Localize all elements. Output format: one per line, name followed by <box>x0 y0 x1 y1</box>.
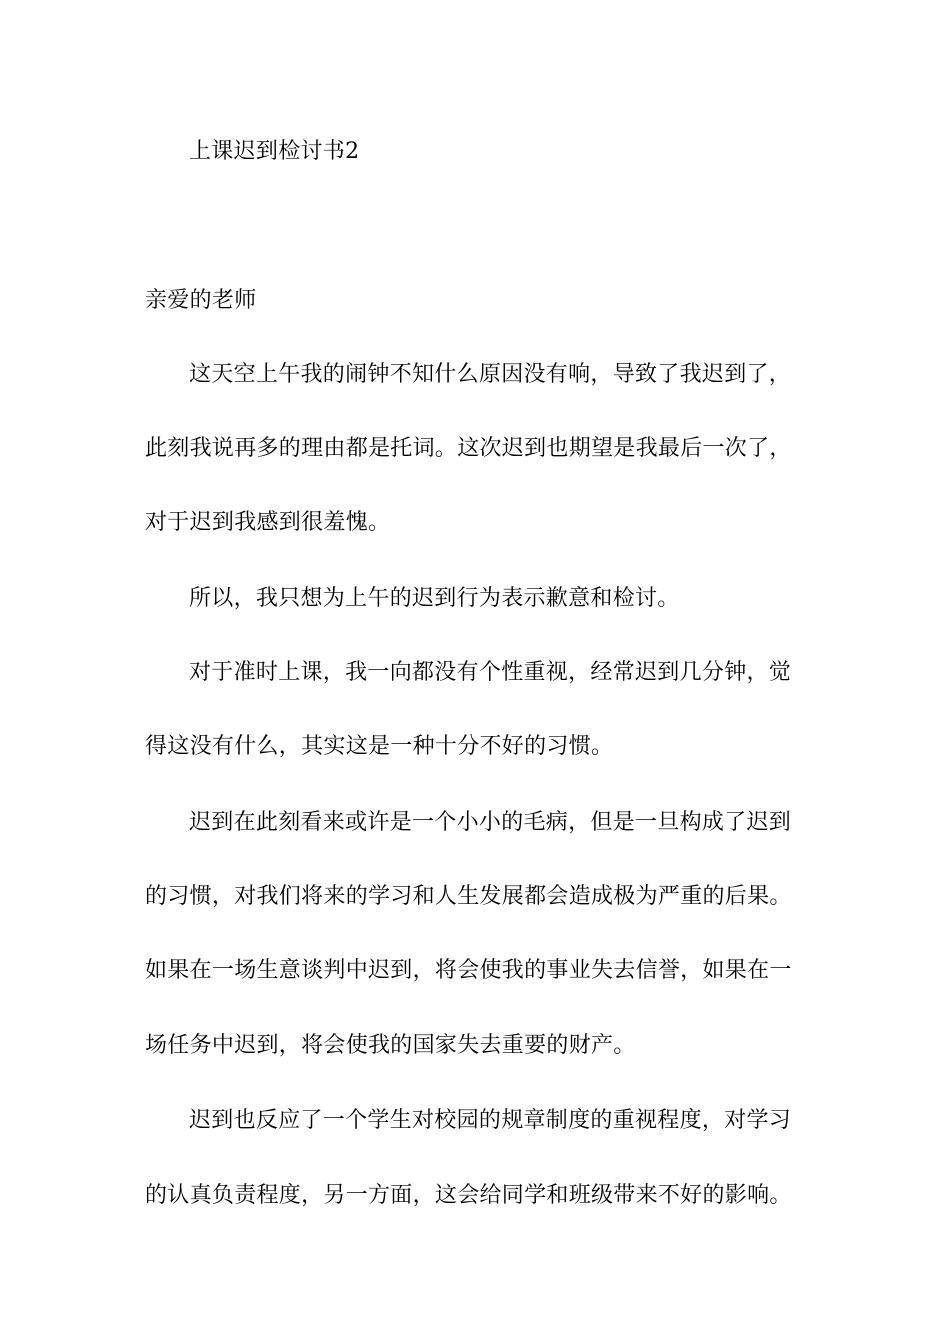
body-line: 对于准时上课，我一向都没有个性重视，经常迟到几分钟，觉 <box>189 660 792 685</box>
salutation: 亲爱的老师 <box>145 288 257 313</box>
body-line: 此刻我说再多的理由都是托词。这次迟到也期望是我最后一次了， <box>145 436 792 461</box>
document-title: 上课迟到检讨书2 <box>189 139 360 164</box>
body-line: 如果在一场生意谈判中迟到，将会使我的事业失去信誉，如果在一 <box>145 958 792 983</box>
body-line: 对于迟到我感到很羞愧。 <box>145 510 391 535</box>
body-line: 迟到也反应了一个学生对校园的规章制度的重视程度，对学习 <box>189 1108 792 1133</box>
body-line: 迟到在此刻看来或许是一个小小的毛病，但是一旦构成了迟到 <box>189 810 792 835</box>
body-line: 所以，我只想为上午的迟到行为表示歉意和检讨。 <box>189 586 680 611</box>
body-line: 的认真负责程度，另一方面，这会给同学和班级带来不好的影响。 <box>145 1183 792 1208</box>
body-line: 这天空上午我的闹钟不知什么原因没有响，导致了我迟到了， <box>189 362 792 387</box>
body-line: 的习惯，对我们将来的学习和人生发展都会造成极为严重的后果。 <box>145 884 792 909</box>
body-line: 场任务中迟到，将会使我的国家失去重要的财产。 <box>145 1033 636 1058</box>
body-line: 得这没有什么，其实这是一种十分不好的习惯。 <box>145 734 614 759</box>
